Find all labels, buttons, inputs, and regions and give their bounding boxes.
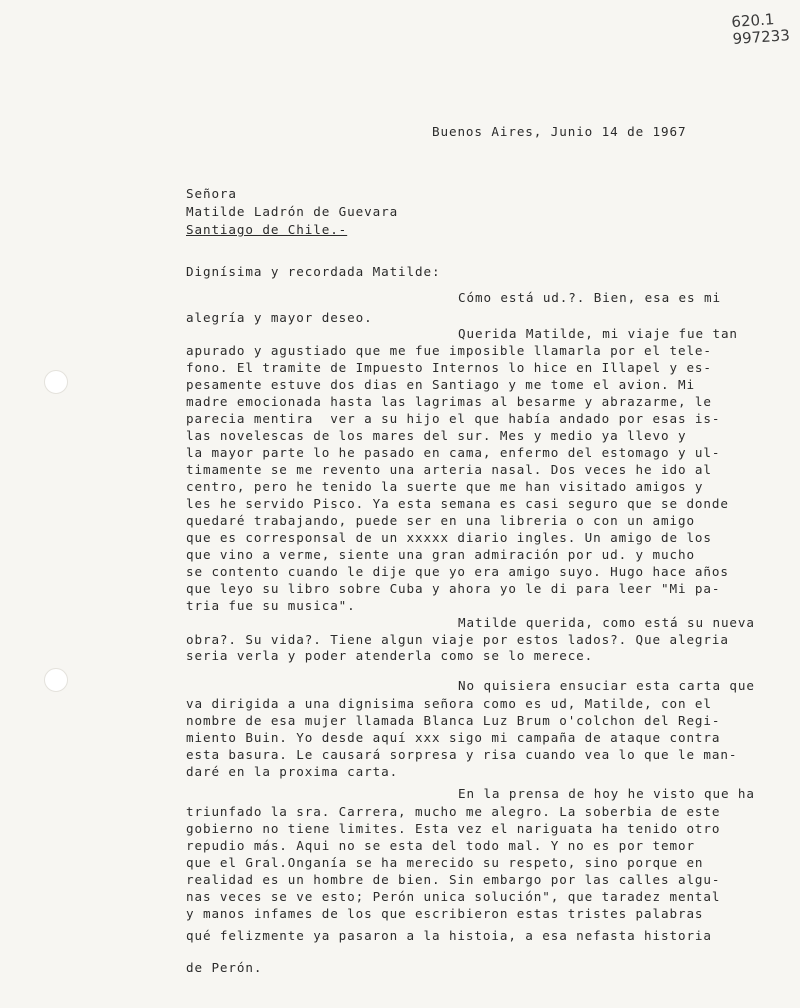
punch-hole (44, 668, 68, 692)
date-line: Buenos Aires, Junio 14 de 1967 (432, 124, 687, 139)
body-line: nombre de esa mujer llamada Blanca Luz Brum o'colchon del Regi- (186, 713, 721, 728)
body-line: Matilde querida, como está su nueva (458, 615, 755, 630)
body-line: les he servido Pisco. Ya esta semana es casi seguro que se donde (186, 496, 729, 511)
address-salutation: Señora (186, 186, 237, 201)
body-line: alegría y mayor deseo. (186, 310, 373, 325)
body-line: madre emocionada hasta las lagrimas al besarme y abrazarme, le (186, 394, 712, 409)
body-line: repudio más. Aqui no se esta del todo mal. Y no es por temor (186, 838, 695, 853)
body-line: de Perón. (186, 960, 263, 975)
body-line: se contento cuando le dije que yo era amigo suyo. Hugo hace años (186, 564, 729, 579)
body-line: Cómo está ud.?. Bien, esa es mi (458, 290, 721, 305)
archive-reference (731, 10, 793, 48)
body-line: fono. El tramite de Impuesto Internos lo hice en Illapel y es- (186, 360, 712, 375)
body-line: quedaré trabajando, puede ser en una libreria o con un amigo (186, 513, 695, 528)
body-line: pesamente estuve dos dias en Santiago y me tome el avion. Mi (186, 377, 695, 392)
body-line: que es corresponsal de un xxxxx diario ingles. Un amigo de los (186, 530, 712, 545)
archive-mark: 997233 (732, 26, 791, 49)
body-line: En la prensa de hoy he visto que ha (458, 786, 755, 801)
body-line: obra?. Su vida?. Tiene algun viaje por estos lados?. Que alegria (186, 632, 729, 647)
body-line: apurado y agustiado que me fue imposible llamarla por el tele- (186, 343, 712, 358)
body-line: que vino a verme, siente una gran admiración por ud. y mucho (186, 547, 695, 562)
body-line: triunfado la sra. Carrera, mucho me alegro. La soberbia de este (186, 804, 721, 819)
body-line: esta basura. Le causará sorpresa y risa cuando vea lo que le man- (186, 747, 738, 762)
address-name: Matilde Ladrón de Guevara (186, 204, 399, 219)
punch-hole (44, 370, 68, 394)
archive-mark: 620.1 (730, 10, 775, 32)
greeting: Dignísima y recordada Matilde: (186, 264, 441, 279)
body-line: va dirigida a una dignisima señora como es ud, Matilde, con el (186, 696, 712, 711)
body-line: parecia mentira ver a su hijo el que había andado por esas is- (186, 411, 721, 426)
body-line: centro, pero he tenido la suerte que me han visitado amigos y (186, 479, 704, 494)
body-line: No quisiera ensuciar esta carta que (458, 678, 755, 693)
body-line: que el Gral.Onganía se ha merecido su respeto, sino porque en (186, 855, 704, 870)
body-line: las novelescas de los mares del sur. Mes y medio ya llevo y (186, 428, 687, 443)
body-line: timamente se me revento una arteria nasal. Dos veces he ido al (186, 462, 712, 477)
body-line: qué felizmente ya pasaron a la histoia, a esa nefasta historia (186, 928, 712, 943)
body-line: realidad es un hombre de bien. Sin embargo por las calles algu- (186, 872, 721, 887)
body-line: nas veces se ve esto; Perón unica solución", que taradez mental (186, 889, 721, 904)
address-city: Santiago de Chile.- (186, 222, 348, 237)
body-line: seria verla y poder atenderla como se lo merece. (186, 648, 594, 663)
body-line: gobierno no tiene limites. Esta vez el nariguata ha tenido otro (186, 821, 721, 836)
body-line: Querida Matilde, mi viaje fue tan (458, 326, 738, 341)
body-line: y manos infames de los que escribieron estas tristes palabras (186, 906, 704, 921)
body-line: la mayor parte lo he pasado en cama, enfermo del estomago y ul- (186, 445, 721, 460)
body-line: que leyo su libro sobre Cuba y ahora yo le di para leer "Mi pa- (186, 581, 721, 596)
body-line: miento Buin. Yo desde aquí xxx sigo mi campaña de ataque contra (186, 730, 721, 745)
body-line: tria fue su musica". (186, 598, 356, 613)
body-line: daré en la proxima carta. (186, 764, 399, 779)
